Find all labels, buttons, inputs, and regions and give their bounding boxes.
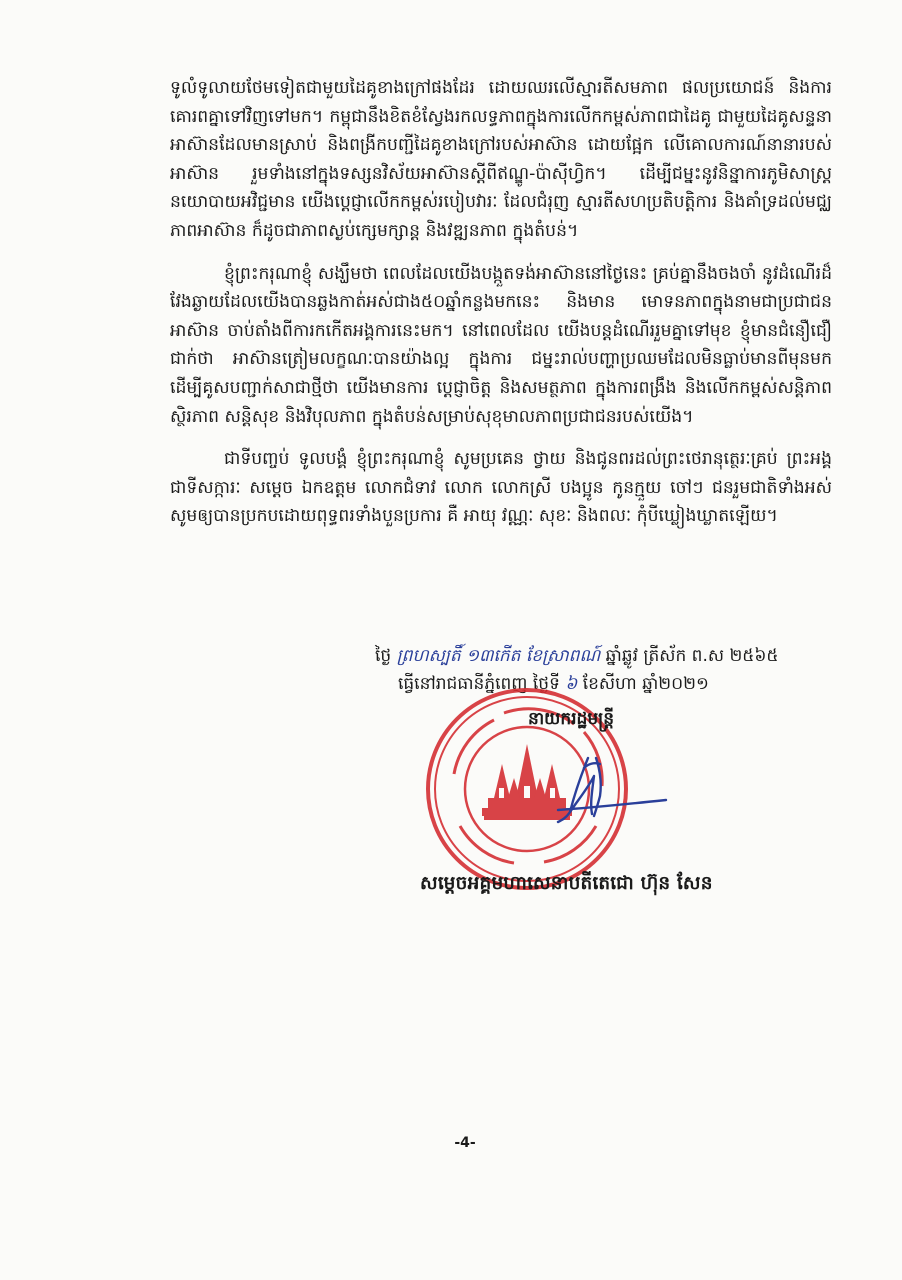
lunar-date-prefix: ថ្ងៃ bbox=[375, 646, 392, 666]
paragraph-3: ជាទីបញ្ចប់ ទូលបង្គំ ខ្ញុំព្រះករុណាខ្ញុំ សូមប្រគេន ថ្វាយ និងជូនពរដល់ព្រះថេរានុត្ថេរៈគ្រប់ ព្រះអង្គជាទីសក្ការៈ សម្តេច ឯកឧត្តម លោកជំទាវ លោក លោកស្រី បងប្អូន កូនក្មួយ ចៅៗ ជនរួមជាតិទាំងអស់ សូមឲ្យបានប្រកបដោយពុទ្ធពរទាំងបួនប្រការ គឺ អាយុ វណ្ណៈ សុខៈ និងពលៈ កុំបីឃ្លៀងឃ្លាតឡើយ។ bbox=[170, 449, 832, 527]
page-number: -4- bbox=[454, 1135, 476, 1151]
place-date-prefix: ធ្វើនៅរាជធានីភ្នំពេញ ថ្ងៃទី bbox=[398, 674, 560, 694]
signer-title: នាយករដ្ឋមន្ត្រី bbox=[528, 709, 614, 729]
lunar-date-suffix: ឆ្នាំឆ្លូវ ត្រីស័ក ព.ស ២៥៦៥ bbox=[605, 646, 779, 666]
lunar-date-line bbox=[375, 644, 845, 668]
place-date-handwritten-day: ៦ bbox=[565, 674, 578, 694]
signature-icon bbox=[548, 748, 678, 828]
body-text bbox=[170, 74, 832, 545]
lunar-date-handwritten: ព្រហស្បតិ៍ ១៣កើត ខែស្រាពណ៍ bbox=[396, 646, 601, 666]
place-date-month-year: ខែសីហា ឆ្នាំ២០២១ bbox=[582, 674, 709, 694]
paragraph-1: ទូលំទូលាយថែមទៀតជាមួយដៃគូខាងក្រៅផងដែរ ដោយឈរលើស្មារតីសមភាព ផលប្រយោជន៍ និងការគោរពគ្នាទៅវិញទៅមក។ កម្ពុជានឹងខិតខំស្វែងរកលទ្ធភាពក្នុងការលើកកម្ពស់ភាពជាដៃគូ ជាមួយដៃគូសន្ទនាអាស៊ានដែលមានស្រាប់ និងពង្រីកបញ្ជីដៃគូខាងក្រៅរបស់អាស៊ាន ដោយផ្អែក លើគោលការណ៍នានារបស់អាស៊ាន រួមទាំងនៅក្នុងទស្សនវិស័យអាស៊ានស្តីពីឥណ្ឌូ-ប៉ាស៊ីហ្វិក។ ដើម្បីជម្នះនូវនិន្នាការភូមិសាស្ត្រនយោបាយអវិជ្ជមាន យើងប្តេជ្ញាលើកកម្ពស់របៀបវារៈ ដែលជំរុញ ស្មារតីសហប្រតិបត្តិការ និងគាំទ្រដល់មជ្ឈភាពអាស៊ាន ក៏ដូចជាភាពស្ងប់ក្សេមក្សាន្ត និងវឌ្ឍនភាព ក្នុងតំបន់។ bbox=[170, 78, 832, 241]
signer-name: សម្តេចអគ្គមហាសេនាបតីតេជោ ហ៊ុន សែន bbox=[420, 873, 713, 894]
paragraph-2: ខ្ញុំព្រះករុណាខ្ញុំ សង្ឃឹមថា ពេលដែលយើងបង្កួតទង់អាស៊ាននៅថ្ងៃនេះ គ្រប់គ្នានឹងចងចាំ នូវដំណើរដ៏វែងឆ្ងាយដែលយើងបានឆ្លងកាត់អស់ជាង៥០ឆ្នាំកន្លងមកនេះ និងមាន មោទនភាពក្នុងនាមជាប្រជាជនអាស៊ាន ចាប់តាំងពីការកកើតអង្គការនេះមក។ នៅពេលដែល យើងបន្តដំណើររួមគ្នាទៅមុខ ខ្ញុំមានជំនឿជឿជាក់ថា អាស៊ានត្រៀមលក្ខណៈបានយ៉ាងល្អ ក្នុងការ ជម្នះរាល់បញ្ហាប្រឈមដែលមិនធ្លាប់មានពីមុនមក ដើម្បីគូសបញ្ជាក់សាជាថ្មីថា យើងមានការ ប្តេជ្ញាចិត្ត និងសមត្ថភាព ក្នុងការពង្រឹង និងលើកកម្ពស់សន្តិភាព ស្ថិរភាព សន្តិសុខ និងវិបុលភាព ក្នុងតំបន់សម្រាប់សុខុមាលភាពប្រជាជនរបស់យើង។ bbox=[170, 263, 832, 427]
